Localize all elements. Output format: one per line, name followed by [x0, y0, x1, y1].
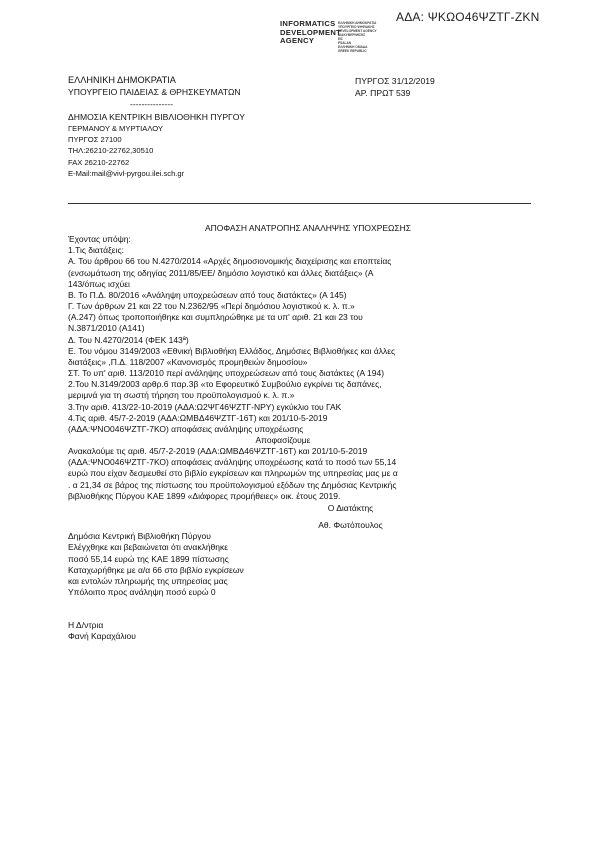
- ada-code: ΑΔΑ: ΨΚΩΟ46ΨΖΤΓ-ΖΚΝ: [396, 10, 540, 24]
- text-line: 3.Την αριθ. 413/22-10-2019 (ΑΔΑ:Ω2ΨΓ46ΨΖΤΓ-ΝΡΥ) εγκύκλιο του ΓΑΚ: [68, 401, 342, 412]
- text-line: (ΑΔΑ:ΨΝΟ046ΨΖΤΓ-7ΚΟ) αποφάσεις ανάληψης υποχρέωσης κατά το ποσό των 55,14: [68, 457, 397, 468]
- email-address: E-Mail:mail@vivl-pyrgou.ilei.sch.gr: [68, 168, 185, 178]
- logo-small-line: ΕΛΛΗΝΙΚΗ ΔΗΜΟΚΡΑΤΙΑ: [338, 21, 377, 25]
- text-line: διατάξεις» ,Π.Δ. 118/2007 «Κανονισμός προμηθειών δημοσίου»: [68, 356, 308, 367]
- phone-number: ΤΗΛ:26210-22762,30510: [68, 146, 154, 156]
- text-line: Β. Το Π.Δ. 80/2016 «Ανάληψη υποχρεώσεων από τους διατάκτες» (Α 145): [68, 289, 347, 300]
- dashes-separator: ---------------: [130, 99, 173, 109]
- text-line: Υπόλοιπο προς ανάληψη ποσό ευρώ 0: [68, 587, 216, 597]
- document-body: [68, 223, 538, 642]
- logo-small-text: [338, 21, 377, 53]
- text-line: ΣΤ. Το υπ' αριθ. 113/2010 περί ανάληψης υποχρεώσεων από τους διατάκτες (Α 194): [68, 368, 385, 379]
- logo-wordmark: [280, 20, 341, 46]
- text-line: (Α.247) όπως τροποποιήθηκε και συμπληρώθηκε με τα υπ' αριθ. 21 και 23 του: [68, 312, 363, 323]
- text-line: 143/όπως ισχύει: [68, 278, 130, 289]
- signer-name: Αθ. Φωτόπουλος: [318, 520, 383, 531]
- text-line: Ε. Του νόμου 3149/2003 «Εθνική Βιβλιοθήκη Ελλάδος, Δημόσιες Βιβλιοθήκες και άλλες: [68, 345, 396, 356]
- text-line: Γ. Των άρθρων 21 και 22 του Ν.2362/95 «Περί δημόσιου λογιστικού κ. λ. π.»: [68, 301, 355, 312]
- logo-small-line: GREEK REPUBLIC: [338, 49, 367, 53]
- text-line: βιβλιοθήκης Πύργου ΚΑΕ 1899 «Διάφορες προμήθειες» οικ. έτους 2019.: [68, 490, 341, 501]
- text-line: (ΑΔΑ:ΨΝΟ046ΨΖΤΓ-7ΚΟ) αποφάσεις ανάληψης υποχρέωσης: [68, 423, 304, 434]
- text-line: Καταχωρήθηκε με α/α 66 στο βιβλίο εγκρίσεων: [68, 564, 244, 575]
- text-line: Ν.3871/2010 (Α141): [68, 323, 145, 334]
- library-names: ΓΕΡΜΑΝΟΥ & ΜΥΡΤΙΑΛΟΥ: [68, 124, 163, 133]
- fax-number: FAX 26210-22762: [68, 157, 130, 167]
- text-line: και εντολών πληρωμής της υπηρεσίας μας: [68, 575, 228, 586]
- text-line: μεριμνά για τη σωστή τήρηση του προϋπολογισμού κ. λ. π.»: [68, 390, 295, 401]
- logo-small-line: ΔΙΑΚΥΒΕΡΝΗΣΗΣ: [338, 33, 366, 37]
- verification-section: [68, 531, 538, 598]
- library-name: ΔΗΜΟΣΙΑ ΚΕΝΤΡΙΚΗ ΒΙΒΛΙΟΘΗΚΗ ΠΥΡΓΟΥ: [68, 112, 245, 122]
- logo-small-line: ΥΠΟΥΡΓΕΙΟ ΨΗΦΙΑΚΗΣ: [338, 25, 375, 29]
- director-role: Η Δ/ντρια: [68, 620, 104, 631]
- logo-small-line: DEVELOPMENT AGENCY: [338, 29, 377, 33]
- logo-small-line: ΕΙΣ: [338, 37, 343, 41]
- text-line: 2.Του Ν.3149/2003 αρθρ.6 παρ.3β «το Εφορευτικό Συμβούλιο εγκρίνει τις δαπάνες,: [68, 379, 382, 390]
- header-divider: [68, 203, 531, 204]
- logo-word: DEVELOPMENT: [280, 27, 342, 37]
- decision-section: [68, 446, 538, 502]
- decision-heading: Αποφασίζουμε: [255, 434, 311, 445]
- document-title: ΑΠΟΦΑΣΗ ΑΝΑΤΡΟΠΗΣ ΑΝΑΛΗΨΗΣ ΥΠΟΧΡΕΩΣΗΣ: [204, 223, 412, 233]
- sender-block: [68, 74, 245, 179]
- text-line: Δημόσια Κεντρική Βιβλιοθήκη Πύργου: [68, 531, 211, 542]
- considerations-section: [68, 234, 538, 435]
- text-line: (ενσωμάτωση της οδηγίας 2011/85/ΕΕ/ δημόσιο λογιστικό και άλλες διατάξεις» (Α: [68, 267, 374, 278]
- document-date: ΠΥΡΓΟΣ 31/12/2019: [355, 76, 435, 86]
- text-line: Δ. Του Ν.4270/2014 (ΦΕΚ 143ª): [68, 334, 189, 345]
- text-line: Α. Του άρθρου 66 του Ν.4270/2014 «Αρχές δημοσιονομικής διαχείρισης και εποπτείας: [68, 256, 392, 267]
- city-postcode: ΠΥΡΓΟΣ 27100: [68, 135, 122, 145]
- text-line: Ανακαλούμε τις αριθ. 45/7-2-2019 (ΑΔΑ:ΩΜΒΔ46ΨΖΤΓ-16Τ) και 201/10-5-2019: [68, 446, 368, 457]
- protocol-number: ΑΡ. ΠΡΩΤ 539: [355, 88, 411, 98]
- ministry-heading: ΥΠΟΥΡΓΕΙΟ ΠΑΙΔΕΙΑΣ & ΘΡΗΣΚΕΥΜΑΤΩΝ: [68, 87, 241, 97]
- text-line: 4.Τις αριθ. 45/7-2-2019 (ΑΔΑ:ΩΜΒΔ46ΨΖΤΓ-16Τ) και 201/10-5-2019: [68, 412, 328, 423]
- logo-small-line: PSALAN: [338, 41, 352, 45]
- reference-block: [355, 75, 435, 99]
- republic-heading: ΕΛΛΗΝΙΚΗ ΔΗΜΟΚΡΑΤΙΑ: [68, 75, 176, 85]
- logo-word: AGENCY: [280, 36, 315, 46]
- text-line: ποσό 55,14 ευρώ της ΚΑΕ 1899 πίστωσης: [68, 553, 229, 564]
- text-line: Ελέγχθηκε και βεβαιώνεται ότι ανακλήθηκε: [68, 542, 229, 553]
- text-line: Έχοντας υπόψη:: [68, 234, 131, 245]
- text-line: ευρώ που είχαν δεσμευθεί στο βιβλίο εγκρίσεων και πληρωμών της υπηρεσίας μας με α: [68, 468, 398, 479]
- signer-role: Ο Διατάκτης: [327, 502, 374, 513]
- text-line: . α 21,34 σε βάρος της πίστωσης του προϋπολογισμού εξόδων της Δημόσιας Κεντρικής: [68, 479, 397, 490]
- logo-word: INFORMATICS: [280, 19, 336, 28]
- director-name: Φανή Καραχάλιου: [68, 631, 136, 642]
- logo-small-line: ΕΛΛΗΝΙΚΗ ΟΜΑΔΑ: [338, 45, 368, 49]
- text-line: 1.Τις διατάξεις:: [68, 245, 124, 256]
- informatics-agency-logo: [280, 20, 455, 54]
